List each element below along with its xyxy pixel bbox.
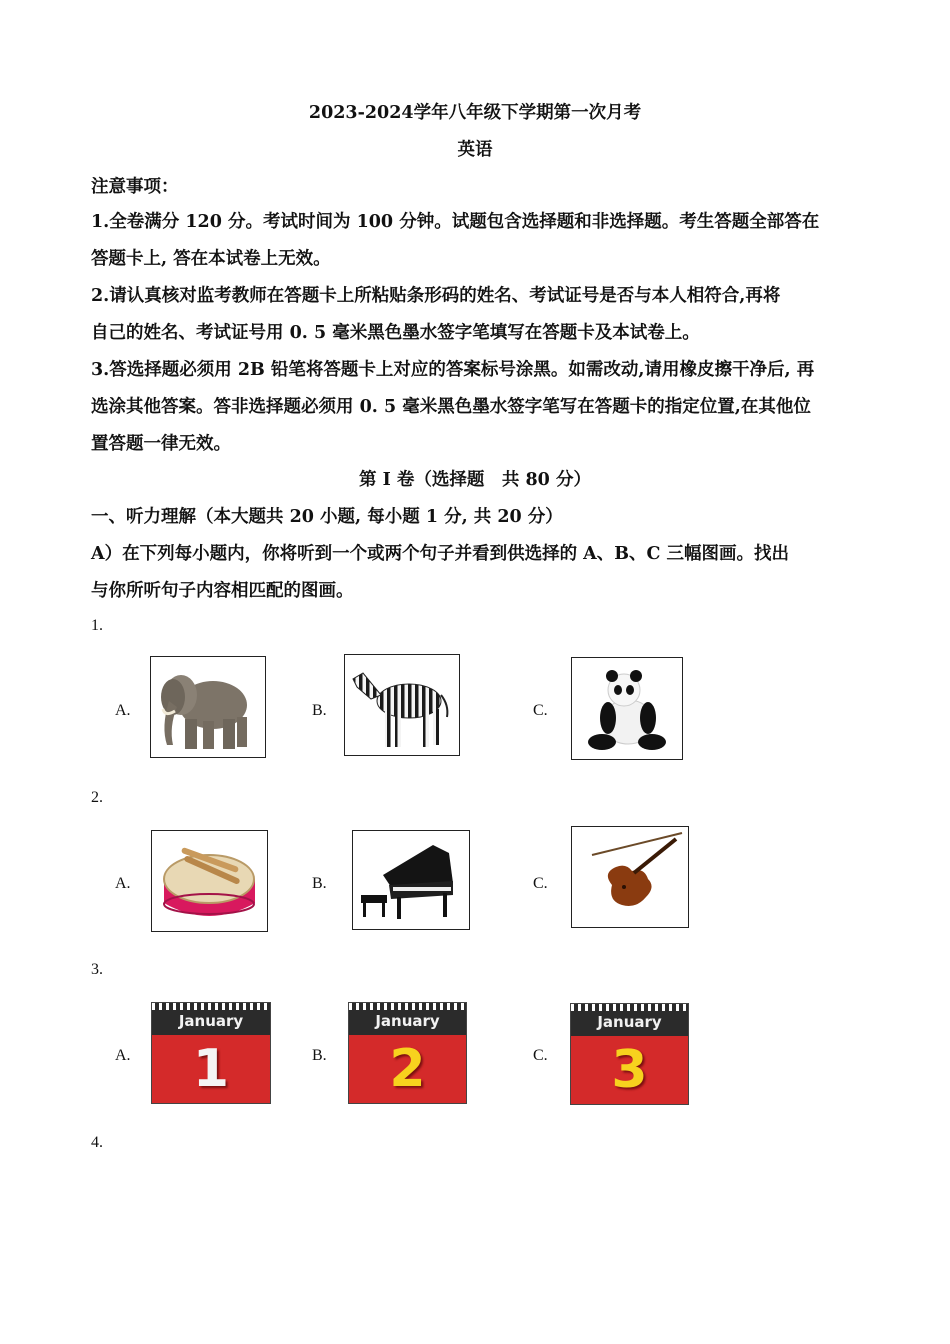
calendar-january-3[interactable] <box>570 1003 689 1105</box>
option-label: C. <box>533 1047 548 1064</box>
calendar-rings-icon <box>571 1004 688 1011</box>
calendar-january-2[interactable] <box>348 1002 467 1104</box>
violin-picture[interactable] <box>571 826 689 928</box>
option-label: B. <box>312 702 327 719</box>
notice-line: 3.答选择题必须用 2B 铅笔将答题卡上对应的答案标号涂黑。如需改动,请用橡皮擦干净后, 再 <box>91 360 815 380</box>
violin-icon <box>572 827 688 927</box>
option-label: B. <box>312 875 327 892</box>
piano-icon <box>353 831 469 929</box>
part-instruction: 与你所听句子内容相匹配的图画。 <box>91 581 354 601</box>
calendar-month: January <box>375 1012 440 1030</box>
question-number: 1. <box>91 617 103 634</box>
notice-line: 1.全卷满分 120 分。考试时间为 100 分钟。试题包含选择题和非选择题。考生答题全部答在 <box>91 212 820 232</box>
notice-line: 2.请认真核对监考教师在答题卡上所粘贴条形码的姓名、考试证号是否与本人相符合,再将 <box>91 286 781 306</box>
option-label: A. <box>115 702 131 719</box>
notice-line: 选涂其他答案。答非选择题必须用 0. 5 毫米黑色墨水签字笔写在答题卡的指定位置,在其他位 <box>91 397 811 417</box>
panda-picture[interactable] <box>571 657 683 760</box>
section-title: 第 I 卷（选择题 共 80 分） <box>359 470 591 490</box>
calendar-month: January <box>597 1013 662 1031</box>
option-label: A. <box>115 875 131 892</box>
notice-heading: 注意事项： <box>91 177 179 197</box>
calendar-rings-icon <box>349 1003 466 1010</box>
zebra-icon <box>345 655 459 755</box>
exam-title: 2023-2024学年八年级下学期第一次月考 <box>308 103 642 123</box>
panda-icon <box>572 658 682 759</box>
notice-line: 答题卡上, 答在本试卷上无效。 <box>91 249 331 269</box>
drum-icon <box>152 831 267 931</box>
zebra-picture[interactable] <box>344 654 460 756</box>
notice-line: 自己的姓名、考试证号用 0. 5 毫米黑色墨水签字笔填写在答题卡及本试卷上。 <box>91 323 700 343</box>
calendar-day: 3 <box>611 1040 648 1100</box>
elephant-icon <box>151 657 265 757</box>
exam-subject: 英语 <box>457 140 493 160</box>
part-instruction: A）在下列每小题内，你将听到一个或两个句子并看到供选择的 A、B、C 三幅图画。找出 <box>91 544 790 564</box>
question-number: 2. <box>91 789 103 806</box>
elephant-picture[interactable] <box>150 656 266 758</box>
option-label: B. <box>312 1047 327 1064</box>
option-label: C. <box>533 875 548 892</box>
question-number: 3. <box>91 961 103 978</box>
calendar-rings-icon <box>152 1003 270 1010</box>
option-label: C. <box>533 702 548 719</box>
calendar-day: 1 <box>192 1039 230 1099</box>
option-label: A. <box>115 1047 131 1064</box>
drum-picture[interactable] <box>151 830 268 932</box>
calendar-january-1[interactable] <box>151 1002 271 1104</box>
part-title: 一、听力理解（本大题共 20 小题, 每小题 1 分, 共 20 分） <box>91 507 563 527</box>
piano-picture[interactable] <box>352 830 470 930</box>
calendar-day: 2 <box>389 1039 426 1099</box>
notice-line: 置答题一律无效。 <box>91 434 231 454</box>
calendar-month: January <box>178 1012 244 1030</box>
question-number: 4. <box>91 1134 103 1151</box>
